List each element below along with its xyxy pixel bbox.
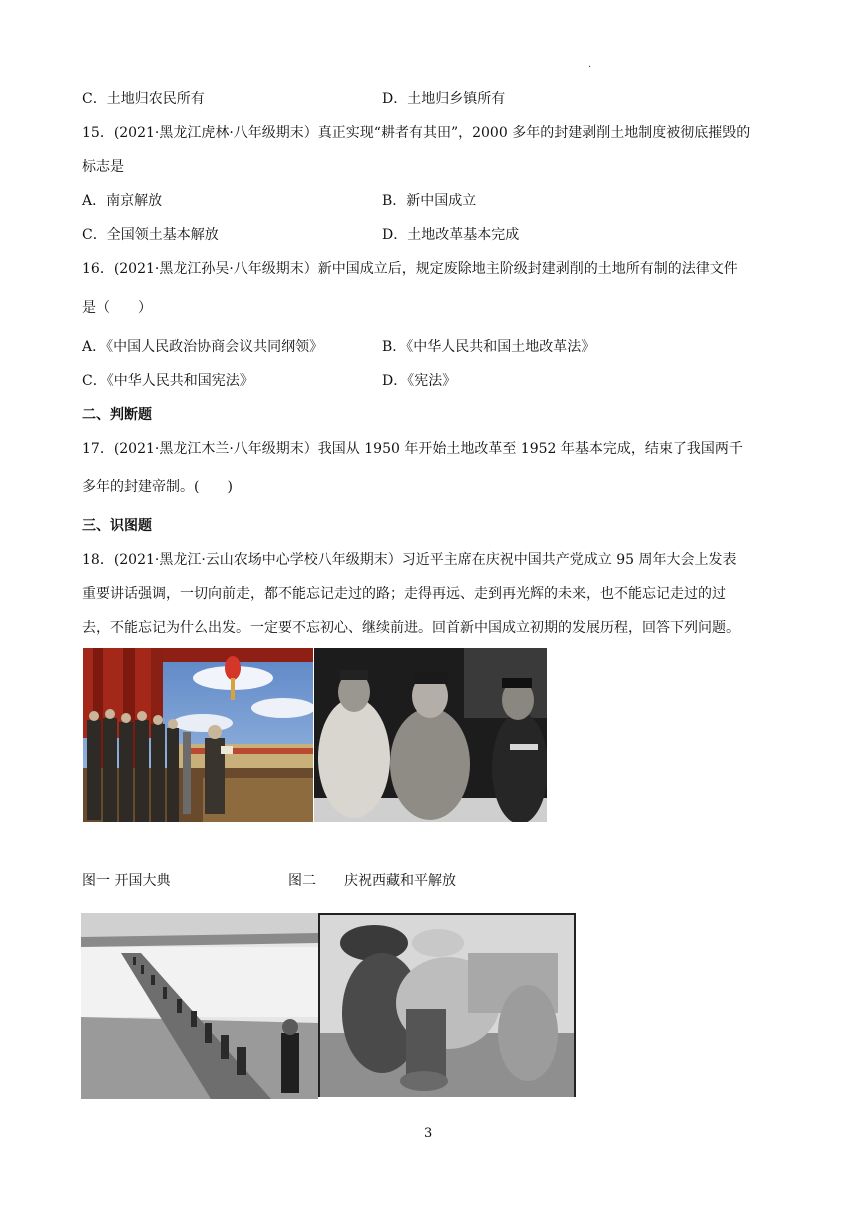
q14-option-c: C．土地归农民所有 [82, 91, 205, 107]
q16-option-d: D．《宪法》 [382, 373, 457, 389]
q16-option-b: B．《中华人民共和国土地改革法》 [382, 339, 596, 355]
q16-option-c: C．《中华人民共和国宪法》 [82, 373, 254, 389]
q18-stem-line3: 去，不能忘记为什么出发。一定要不忘初心、继续前进。回首新中国成立初期的发展历程，回答下列问题。 [82, 620, 740, 636]
q15-option-b: B．新中国成立 [382, 193, 477, 209]
caption-figure-2: 图二 庆祝西藏和平解放 [288, 873, 456, 889]
q15-option-a: A．南京解放 [82, 193, 163, 209]
caption-figure-1: 图一 开国大典 [82, 873, 171, 889]
q14-option-d: D．土地归乡镇所有 [382, 91, 506, 107]
q15-option-d: D．土地改革基本完成 [382, 227, 520, 243]
q16-stem-line1: 16．(2021·黑龙江孙吴·八年级期末）新中国成立后，规定废除地主阶级封建剥削的土地所有制的法律文件 [82, 261, 738, 277]
section-heading-image-questions: 三、识图题 [82, 518, 152, 534]
figure-troops-crossing-image [81, 913, 318, 1099]
q17-stem-line1: 17．(2021·黑龙江木兰·八年级期末）我国从 1950 年开始土地改革至 1952 年基本完成，结束了我国两千 [82, 441, 743, 457]
q15-stem-line1: 15．(2021·黑龙江虎林·八年级期末）真正实现“耕者有其田”，2000 多年的封建剥削土地制度被彻底摧毁的 [82, 125, 751, 141]
q15-option-c: C．全国领土基本解放 [82, 227, 219, 243]
page-number: 3 [424, 1126, 433, 1141]
q18-stem-line1: 18．(2021·黑龙江·云山农场中心学校八年级期末）习近平主席在庆祝中国共产党成立 95 周年大会上发表 [82, 552, 737, 568]
q16-option-a: A．《中国人民政治协商会议共同纲领》 [82, 339, 324, 355]
q16-stem-line2: 是（ ） [82, 300, 152, 316]
q15-stem-line2: 标志是 [82, 159, 124, 175]
figure-land-reform-image [318, 913, 576, 1097]
section-heading-judgement: 二、判断题 [82, 407, 152, 423]
figure-tibet-liberation-image [314, 648, 547, 822]
q17-stem-line2: 多年的封建帝制。( ) [82, 479, 233, 495]
q18-stem-line2: 重要讲话强调，一切向前走，都不能忘记走过的路；走得再远、走到再光辉的未来，也不能忘记走过的过 [82, 586, 726, 602]
header-mark: · [588, 62, 592, 73]
figure-founding-ceremony-image [83, 648, 313, 822]
